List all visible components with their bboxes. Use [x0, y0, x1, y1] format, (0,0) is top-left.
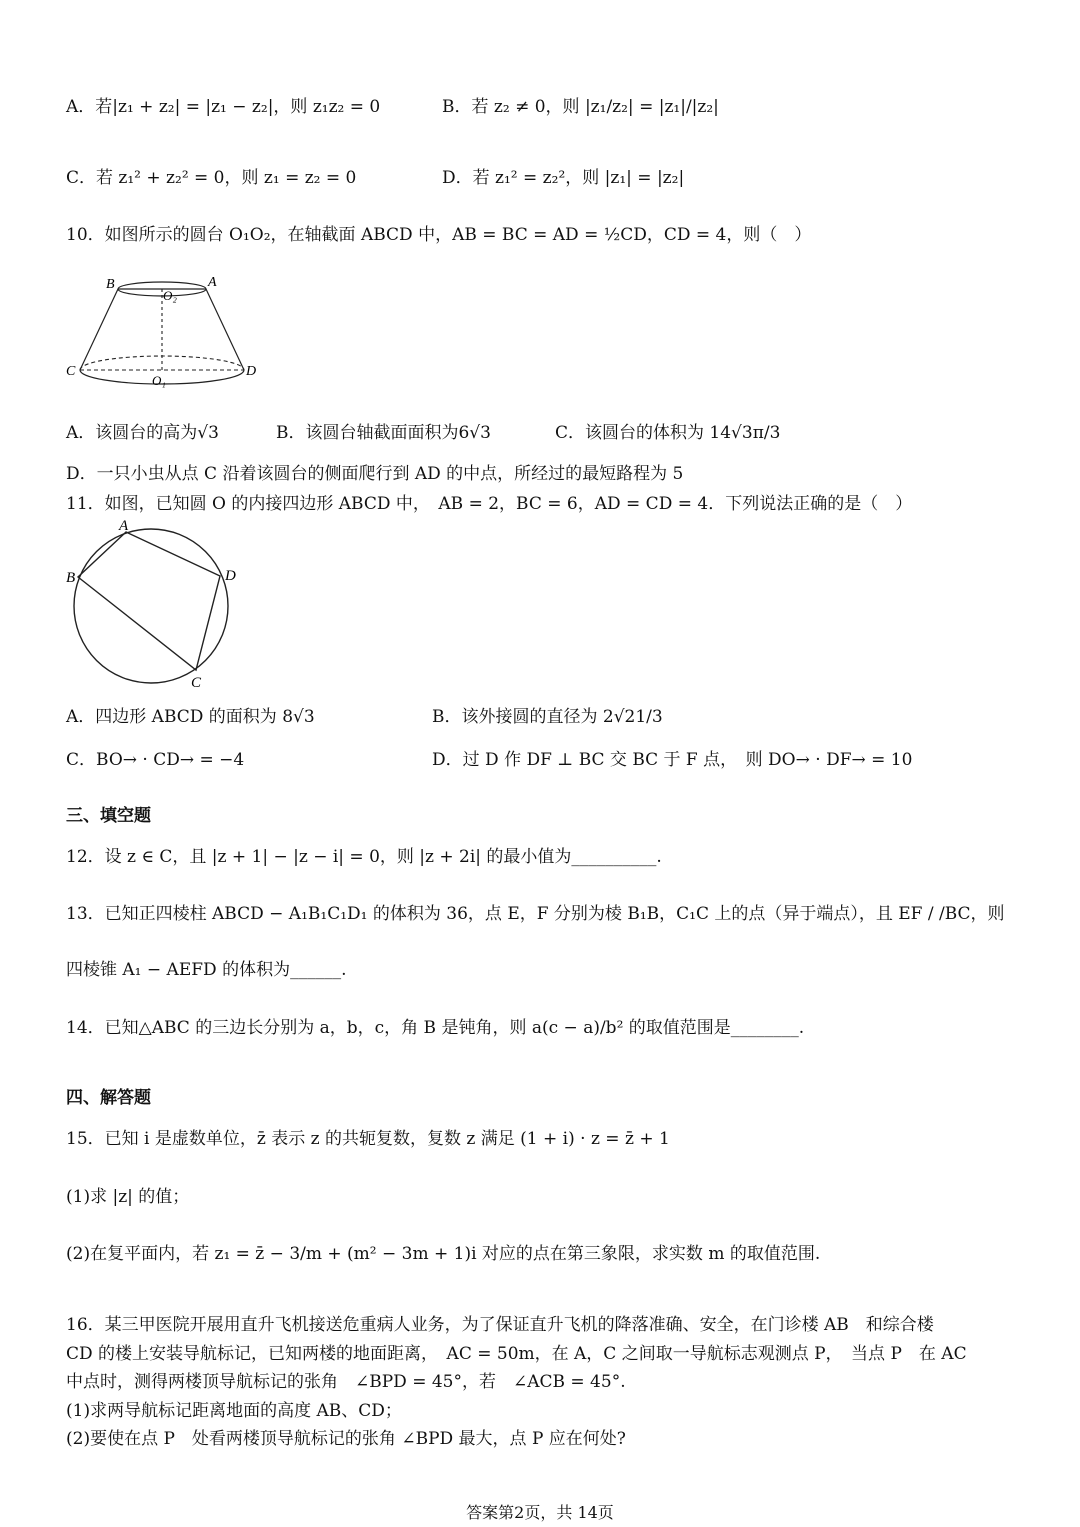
- q15-part2: (2)在复平面内，若 z₁ = z̄ − 3/m + (m² − 3m + 1)i 对应的点在第三象限，求实数 m 的取值范围.: [66, 1244, 821, 1264]
- circle-quadrilateral-figure: [62, 516, 252, 691]
- q10-stem: 10．如图所示的圆台 O₁O₂，在轴截面 ABCD 中，AB = BC = AD = ½CD，CD = 4，则（ ）: [66, 225, 812, 245]
- q10-option-b: B．该圆台轴截面面积为6√3: [276, 423, 491, 443]
- section-fill-in-heading: 三、填空题: [66, 806, 151, 826]
- q9-option-a: A．若|z₁ + z₂| = |z₁ − z₂|，则 z₁z₂ = 0: [66, 97, 381, 117]
- q13-line2: 四棱锥 A₁ − AEFD 的体积为______.: [66, 960, 347, 980]
- q11-stem: 11．如图，已知圆 O 的内接四边形 ABCD 中， AB = 2，BC = 6，AD = CD = 4．下列说法正确的是（ ）: [66, 494, 913, 514]
- frustum-label-d: D: [246, 364, 257, 379]
- q11-option-c: C．BO→ · CD→ = −4: [66, 750, 245, 770]
- circle-label-c: C: [191, 675, 202, 691]
- circle-label-d: D: [225, 568, 236, 584]
- circle-label-b: B: [66, 570, 76, 586]
- q16-line1: 16．某三甲医院开展用直升飞机接送危重病人业务，为了保证直升飞机的降落准确、安全，在门诊楼 AB 和综合楼: [66, 1315, 934, 1335]
- q9-option-d: D．若 z₁² = z₂²，则 |z₁| = |z₂|: [442, 168, 685, 188]
- q11-option-b: B．该外接圆的直径为 2√21/3: [432, 707, 663, 727]
- q13-line1: 13．已知正四棱柱 ABCD − A₁B₁C₁D₁ 的体积为 36，点 E，F 分别为棱 B₁B，C₁C 上的点（异于端点），且 EF / /BC，则: [66, 904, 1005, 924]
- frustum-label-b: B: [106, 277, 115, 292]
- q11-option-a: A．四边形 ABCD 的面积为 8√3: [66, 707, 315, 727]
- q9-option-c: C．若 z₁² + z₂² = 0，则 z₁ = z₂ = 0: [66, 168, 357, 188]
- q16-part2: (2)要使在点 P 处看两楼顶导航标记的张角 ∠BPD 最大，点 P 应在何处?: [66, 1429, 626, 1449]
- q15-stem: 15．已知 i 是虚数单位，z̄ 表示 z 的共轭复数，复数 z 满足 (1 + i) · z = z̄ + 1: [66, 1129, 670, 1149]
- q9-option-b: B．若 z₂ ≠ 0，则 |z₁/z₂| = |z₁|/|z₂|: [442, 97, 719, 117]
- frustum-label-o1: O₁: [152, 373, 166, 388]
- q10-option-a: A．该圆台的高为√3: [66, 423, 219, 443]
- q14: 14．已知△ABC 的三边长分别为 a，b，c，角 B 是钝角，则 a(c − a)/b² 的取值范围是________.: [66, 1018, 805, 1038]
- frustum-figure: [60, 268, 270, 393]
- q15-part1: (1)求 |z| 的值；: [66, 1187, 190, 1207]
- frustum-label-o2: O₂: [163, 288, 177, 303]
- q11-option-d: D．过 D 作 DF ⊥ BC 交 BC 于 F 点， 则 DO→ · DF→ = 10: [432, 750, 913, 770]
- q16-line3: 中点时，测得两楼顶导航标记的张角 ∠BPD = 45°，若 ∠ACB = 45°.: [66, 1372, 626, 1392]
- section-solution-heading: 四、解答题: [66, 1088, 151, 1108]
- q16-line2: CD 的楼上安装导航标记，已知两楼的地面距离， AC = 50m，在 A，C 之间取一导航标志观测点 P， 当点 P 在 AC: [66, 1344, 967, 1364]
- q10-option-d: D．一只小虫从点 C 沿着该圆台的侧面爬行到 AD 的中点，所经过的最短路程为 5: [66, 464, 684, 484]
- circle-label-a: A: [119, 518, 129, 534]
- q16-part1: (1)求两导航标记距离地面的高度 AB、CD；: [66, 1401, 402, 1421]
- q12: 12．设 z ∈ C，且 |z + 1| − |z − i| = 0，则 |z + 2i| 的最小值为__________.: [66, 847, 662, 867]
- frustum-label-a: A: [208, 275, 217, 290]
- q10-option-c: C．该圆台的体积为 14√3π/3: [555, 423, 781, 443]
- frustum-label-c: C: [66, 364, 76, 379]
- page-footer: 答案第2页，共 14页: [466, 1503, 614, 1522]
